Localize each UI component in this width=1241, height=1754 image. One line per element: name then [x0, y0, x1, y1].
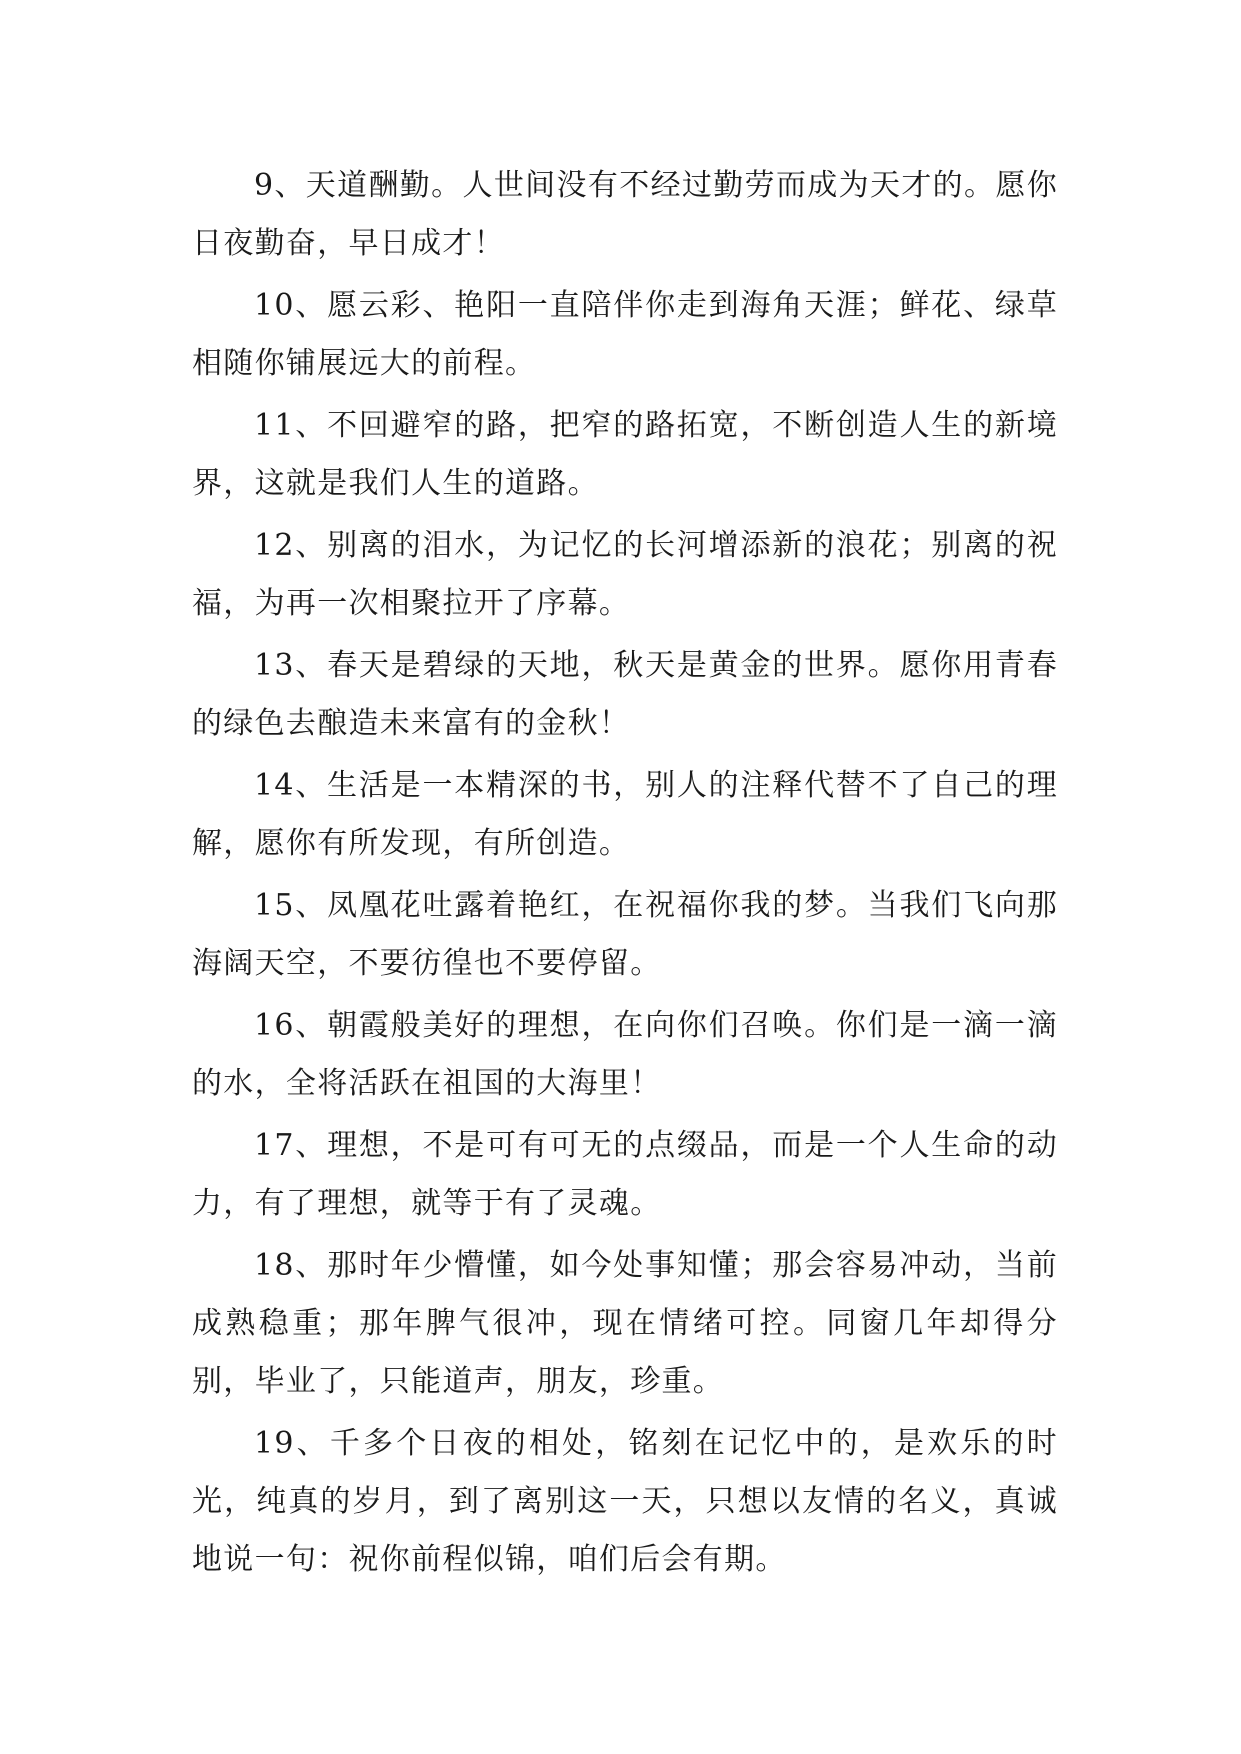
paragraph-18: 18、那时年少懵懂，如今处事知懂；那会容易冲动，当前成熟稳重；那年脾气很冲，现在情绪可控。同窗几年却得分别，毕业了，只能道声，朋友，珍重。 — [192, 1248, 1058, 1399]
paragraph-9: 9、天道酬勤。人世间没有不经过勤劳而成为天才的。愿你日夜勤奋，早日成才！ — [192, 168, 1058, 261]
paragraph-12: 12、别离的泪水，为记忆的长河增添新的浪花；别离的祝福，为再一次相聚拉开了序幕。 — [192, 528, 1058, 621]
paragraph-10: 10、愿云彩、艳阳一直陪伴你走到海角天涯；鲜花、绿草相随你铺展远大的前程。 — [192, 288, 1058, 381]
paragraph-15: 15、凤凰花吐露着艳红，在祝福你我的梦。当我们飞向那海阔天空，不要彷徨也不要停留。 — [192, 888, 1058, 981]
paragraph-11: 11、不回避窄的路，把窄的路拓宽，不断创造人生的新境界，这就是我们人生的道路。 — [192, 408, 1058, 501]
paragraph-17: 17、理想，不是可有可无的点缀品，而是一个人生命的动力，有了理想，就等于有了灵魂。 — [192, 1128, 1058, 1221]
document-body — [192, 157, 1058, 1593]
paragraph-16: 16、朝霞般美好的理想，在向你们召唤。你们是一滴一滴的水，全将活跃在祖国的大海里！ — [192, 1008, 1058, 1101]
paragraph-19: 19、千多个日夜的相处，铭刻在记忆中的，是欢乐的时光，纯真的岁月，到了离别这一天，只想以友情的名义，真诚地说一句：祝你前程似锦，咱们后会有期。 — [192, 1426, 1058, 1577]
paragraph-14: 14、生活是一本精深的书，别人的注释代替不了自己的理解，愿你有所发现，有所创造。 — [192, 768, 1058, 861]
paragraph-13: 13、春天是碧绿的天地，秋天是黄金的世界。愿你用青春的绿色去酿造未来富有的金秋！ — [192, 648, 1058, 741]
